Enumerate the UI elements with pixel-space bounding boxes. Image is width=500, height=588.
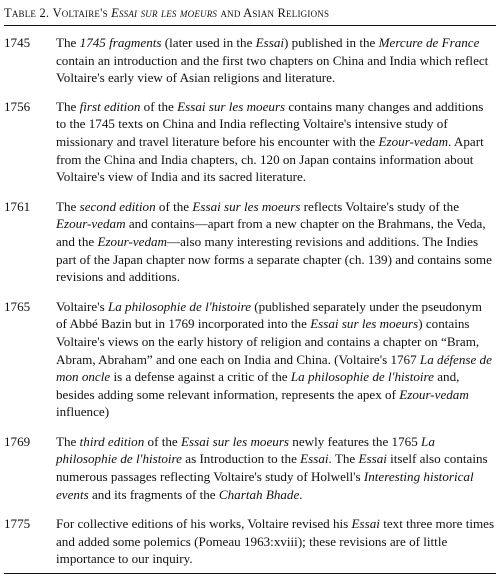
text-run: of the xyxy=(140,98,178,114)
italic-text-run: Essai sur les moeurs xyxy=(181,433,290,449)
text-run: is a defense against a critic of the xyxy=(110,369,291,385)
italic-text-run: Ezour-vedam xyxy=(97,233,168,249)
table-row xyxy=(4,298,496,421)
italic-text-run: La philosophie de l'histoire xyxy=(290,369,434,385)
row-year: 1765 xyxy=(4,298,31,314)
table-title-italic: Essai sur les moeurs xyxy=(111,6,218,20)
italic-text-run: Interesting historical events xyxy=(56,469,474,502)
table-body xyxy=(4,34,496,568)
text-run: . Apart from the China and India chapters, ch. 120 on Japan contains information about Voltaire's view of India and its sacred literature. xyxy=(56,133,484,185)
table-row xyxy=(4,433,496,503)
text-run: reflects Voltaire's study of the xyxy=(300,198,460,214)
italic-text-run: La philosophie de l'histoire xyxy=(56,433,435,467)
text-run: The xyxy=(56,35,80,50)
text-run: influence) xyxy=(56,404,110,420)
row-description xyxy=(56,34,496,87)
italic-text-run: third edition xyxy=(79,433,145,449)
row-description xyxy=(56,515,496,568)
italic-text-run: second edition xyxy=(79,198,156,214)
text-run: ) contains Voltaire's views on the early history of religion and contains a chapter on “Bram, Abram, Abraham” and one each on India and China. (Voltaire's 1767 xyxy=(56,316,480,367)
text-run: as Introduction to the xyxy=(181,451,301,467)
text-run: text three more times and added some polemics (Pomeau 1963:xviii); these revisions are of little importance to our inquiry. xyxy=(56,516,495,567)
italic-text-run: La défense de mon oncle xyxy=(56,351,492,385)
text-run: . The xyxy=(328,451,359,467)
row-description xyxy=(56,98,496,186)
chronology-table xyxy=(4,4,496,574)
text-run: . xyxy=(299,486,303,502)
row-description xyxy=(56,433,496,503)
italic-text-run: Essai xyxy=(300,451,329,467)
table-title-start: Voltaire's xyxy=(52,6,112,20)
text-run: contains many changes and additions to the 1745 texts on China and India reflecting Voltaire's intensive study of missionary and travel literature before his encounter with the xyxy=(56,98,484,149)
row-description xyxy=(56,298,496,421)
row-year: 1775 xyxy=(4,516,31,532)
table-row xyxy=(4,34,496,87)
italic-text-run: Essai xyxy=(351,516,380,532)
italic-text-run: Essai sur les moeurs xyxy=(310,316,419,332)
row-year: 1761 xyxy=(4,198,31,214)
text-run: The xyxy=(56,98,80,114)
text-run: The xyxy=(56,433,80,449)
text-run: of the xyxy=(155,198,193,214)
table-title-end: and Asian Religions xyxy=(217,6,330,20)
text-run: and, besides adding some relevant information, represents the apex of xyxy=(56,369,460,402)
table-row xyxy=(4,198,496,286)
italic-text-run: 1745 fragments xyxy=(79,35,162,50)
italic-text-run: first edition xyxy=(79,98,141,114)
text-run: ) published in the xyxy=(284,35,379,50)
table-row xyxy=(4,515,496,568)
italic-text-run: Essai xyxy=(358,451,387,467)
italic-text-run: La philosophie de l'histoire xyxy=(107,298,252,314)
text-run: contain an introduction and the first two chapters on China and India which reflect Voltaire's early view of Asian religions and literature. xyxy=(56,52,489,86)
text-run: Voltaire's xyxy=(56,298,108,314)
table-caption xyxy=(4,4,496,26)
text-run: of the xyxy=(144,433,181,449)
italic-text-run: Essai xyxy=(255,35,285,50)
table-bottom-rule xyxy=(4,573,496,574)
table-label: Table 2. xyxy=(4,6,50,20)
italic-text-run: Ezour-vedam xyxy=(399,386,469,402)
row-description xyxy=(56,198,496,286)
italic-text-run: Essai sur les moeurs xyxy=(192,198,301,214)
row-year: 1756 xyxy=(4,98,31,114)
italic-text-run: Essai sur les moeurs xyxy=(177,98,286,114)
italic-text-run: Mercure de France xyxy=(378,35,480,50)
text-run: For collective editions of his works, Voltaire revised his xyxy=(56,516,352,532)
table-row xyxy=(4,98,496,186)
text-run: and contains—apart from a new chapter on the Brahmans, the Veda, and the xyxy=(56,216,486,249)
italic-text-run: Chartah Bhade xyxy=(218,486,300,502)
text-run: (later used in the xyxy=(161,35,256,50)
row-year: 1745 xyxy=(4,35,31,50)
text-run: and its fragments of the xyxy=(88,486,219,502)
text-run: newly features the 1765 xyxy=(289,433,422,449)
text-run: —also many interesting revisions and additions. The Indies part of the Japan chapter now forms a separate chapter (ch. 139) and contains some revisions and additions. xyxy=(56,233,492,285)
row-year: 1769 xyxy=(4,433,31,449)
text-run: (published separately under the pseudonym of Abbé Bazin but in 1769 incorporated into the xyxy=(56,298,482,332)
text-run: itself also contains numerous passages reflecting Voltaire's study of Holwell's xyxy=(56,451,488,485)
text-run: The xyxy=(56,198,80,214)
italic-text-run: Ezour-vedam xyxy=(56,216,126,232)
italic-text-run: Ezour-vedam xyxy=(378,133,449,149)
